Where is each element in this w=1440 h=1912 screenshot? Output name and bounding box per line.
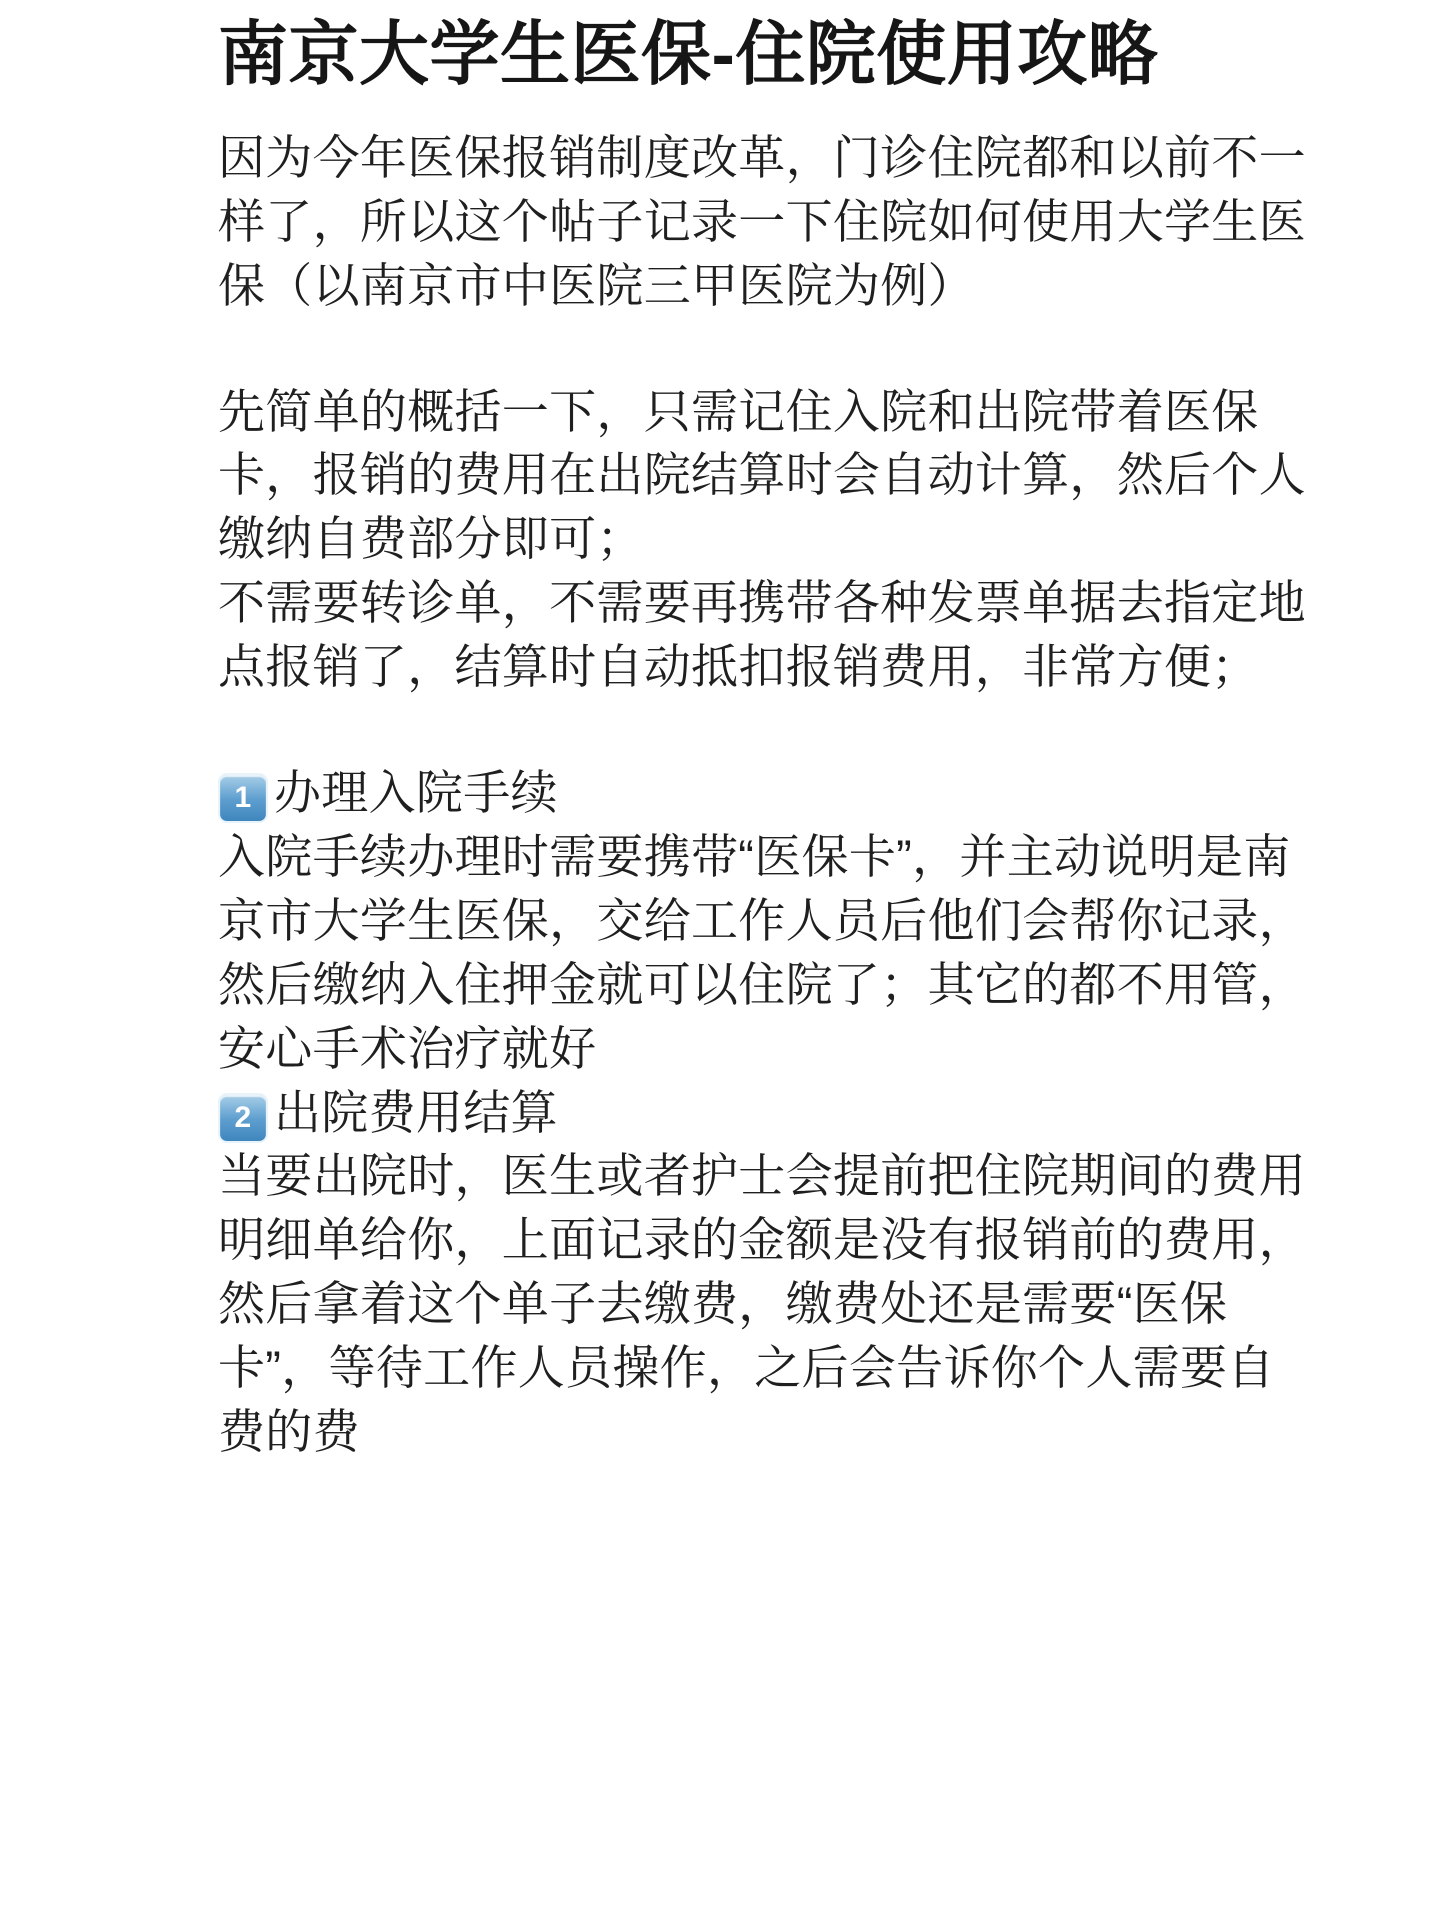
section-heading-label-1: 办理入院手续 (274, 766, 558, 820)
page-title: 南京大学生医保-住院使用攻略 (218, 15, 1159, 93)
section-heading-1 (218, 761, 1320, 825)
section-heading-2 (218, 1081, 1320, 1145)
section-heading-label-2: 出院费用结算 (274, 1085, 558, 1139)
section-body-2: 当要出院时，医生或者护士会提前把住院期间的费用明细单给你，上面记录的金额是没有报销前的费用，然后拿着这个单子去缴费，缴费处还是需要“医保卡”，等待工作人员操作，之后会告诉你个人需要自费的费 (218, 1149, 1306, 1459)
number-one-icon: 1 (218, 773, 268, 823)
intro-paragraph: 因为今年医保报销制度改革，门诊住院都和以前不一样了，所以这个帖子记录一下住院如何使用大学生医保（以南京市中医院三甲医院为例） (218, 130, 1306, 312)
number-two-icon: 2 (218, 1093, 268, 1143)
summary-paragraph-1: 先简单的概括一下，只需记住入院和出院带着医保卡，报销的费用在出院结算时会自动计算，然后个人缴纳自费部分即可； (218, 384, 1306, 566)
summary-paragraph-2: 不需要转诊单，不需要再携带各种发票单据去指定地点报销了，结算时自动抵扣报销费用，非常方便； (218, 576, 1306, 694)
section-spacer (218, 699, 1320, 761)
section-body-1: 入院手续办理时需要携带“医保卡”，并主动说明是南京市大学生医保，交给工作人员后他们会帮你记录，然后缴纳入住押金就可以住院了；其它的都不用管，安心手术治疗就好 (218, 829, 1306, 1075)
paragraph-spacer (218, 318, 1320, 380)
